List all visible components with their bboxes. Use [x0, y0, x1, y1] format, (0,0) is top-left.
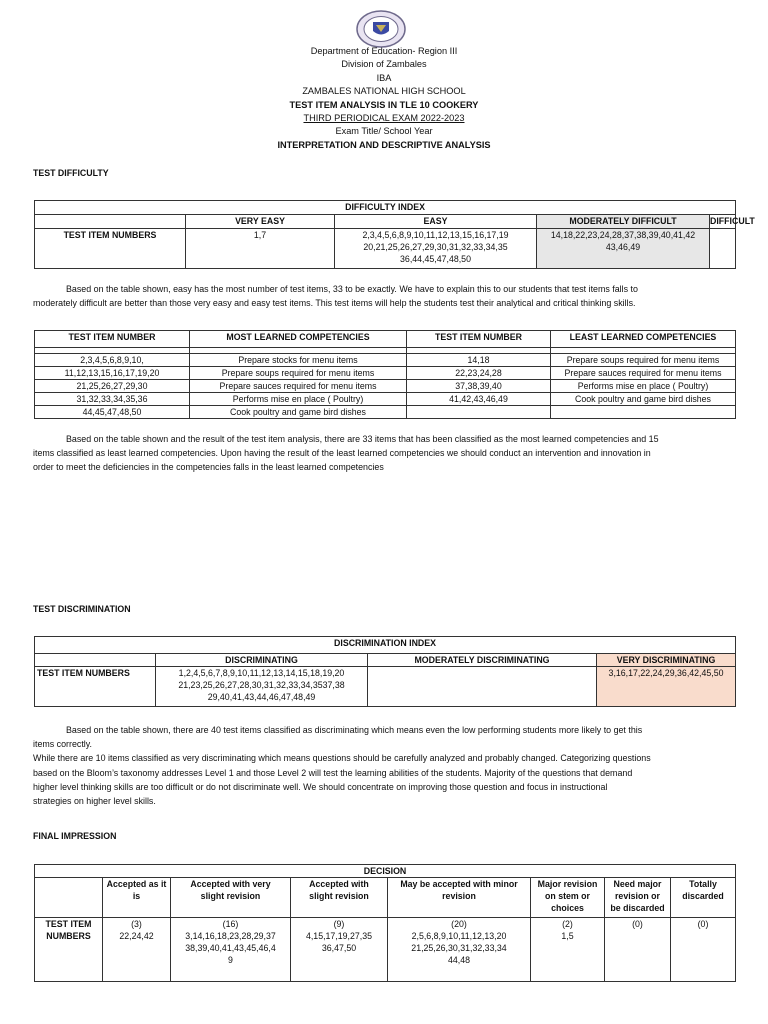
table-row: [35, 380, 736, 393]
col-minor-revision: May be accepted with minor revision: [388, 878, 531, 918]
least-comp-cell: Prepare soups required for menu items: [551, 354, 736, 367]
accepted-as-is-items: (3) 22,24,42: [103, 918, 171, 982]
moderately-discriminating-items: [368, 667, 597, 707]
difficulty-paragraph: Based on the table shown, easy has the most number of test items, 33 to be exactly. We have to explain this to our students that test items falls to moderately difficult are better than those very easy and easy test items. This test items will help the students test their analytical and critical thinking skills.: [33, 284, 638, 309]
document-header: [0, 45, 768, 152]
least-items-cell: 22,23,24,28: [407, 367, 551, 380]
accepted-slight-items: (9) 4,15,17,19,27,35 36,47,50: [291, 918, 388, 982]
header-title: TEST ITEM ANALYSIS IN TLE 10 COOKERY: [289, 99, 479, 110]
header-division: Division of Zambales: [341, 59, 427, 70]
very-discriminating-items: 3,16,17,22,24,29,36,42,45,50: [597, 667, 736, 707]
need-major-revision-items: (0): [605, 918, 671, 982]
most-comp-cell: Prepare sauces required for menu items: [190, 380, 407, 393]
table-row: [35, 367, 736, 380]
least-comp-cell: Cook poultry and game bird dishes: [551, 393, 736, 406]
discrimination-section-title: TEST DISCRIMINATION: [33, 604, 131, 614]
decision-table: [34, 864, 736, 982]
table-row: [35, 406, 736, 419]
comp-header-most: MOST LEARNED COMPETENCIES: [190, 331, 407, 348]
col-moderately-discriminating: MODERATELY DISCRIMINATING: [368, 654, 597, 667]
header-department: Department of Education- Region III: [310, 46, 458, 56]
header-exam-subtitle: Exam Title/ School Year: [335, 126, 433, 137]
difficulty-row-label: TEST ITEM NUMBERS: [35, 229, 186, 269]
col-accepted-very-slight: Accepted with very slight revision: [171, 878, 291, 918]
col-very-discriminating: VERY DISCRIMINATING: [597, 654, 736, 667]
col-very-easy: VERY EASY: [186, 215, 335, 229]
discrimination-table-title: DISCRIMINATION INDEX: [35, 637, 736, 654]
major-revision-items: (2) 1,5: [531, 918, 605, 982]
most-items-cell: 21,25,26,27,29,30: [35, 380, 190, 393]
discriminating-items: 1,2,4,5,6,7,8,9,10,11,12,13,14,15,18,19,20 21,23,25,26,27,28,30,31,32,33,34,3537,38 29,40,41,43,44,46,47,48,49: [156, 667, 368, 707]
comp-header-least: LEAST LEARNED COMPETENCIES: [551, 331, 736, 348]
header-analysis-title: INTERPRETATION AND DESCRIPTIVE ANALYSIS: [277, 139, 491, 150]
difficult-items: [710, 229, 736, 269]
most-comp-cell: Prepare soups required for menu items: [190, 367, 407, 380]
least-items-cell: 14,18: [407, 354, 551, 367]
least-comp-cell: Prepare sauces required for menu items: [551, 367, 736, 380]
col-difficult: DIFFICULT: [710, 215, 736, 229]
very-easy-items: 1,7: [186, 229, 335, 269]
least-comp-cell: [551, 406, 736, 419]
col-accepted-slight: Accepted with slight revision: [291, 878, 388, 918]
most-items-cell: 31,32,33,34,35,36: [35, 393, 190, 406]
easy-items: 2,3,4,5,6,8,9,10,11,12,13,15,16,17,19 20,21,25,26,27,29,30,31,32,33,34,35 36,44,45,47,48,50: [335, 229, 537, 269]
col-need-major-revision: Need major revision or be discarded: [605, 878, 671, 918]
col-major-revision: Major revision on stem or choices: [531, 878, 605, 918]
least-comp-cell: Performs mise en place ( Poultry): [551, 380, 736, 393]
difficulty-section-title: TEST DIFFICULTY: [33, 168, 109, 178]
col-accepted-as-is: Accepted as it is: [103, 878, 171, 918]
header-school: ZAMBALES NATIONAL HIGH SCHOOL: [302, 86, 466, 97]
decision-table-title: DECISION: [35, 865, 736, 878]
most-items-cell: 44,45,47,48,50: [35, 406, 190, 419]
most-items-cell: 2,3,4,5,6,8,9,10,: [35, 354, 190, 367]
discrimination-paragraph: Based on the table shown, there are 40 test items classified as discriminating which means even the low performing students more likely to get this items correctly. While there are 10 items classified as very discriminating which means questions should be carefully analyzed and probably changed. Categorizing questions based on the Bloom’s taxonomy addresses Level 1 and those Level 2 will test the learning abilities of the students. Majority of the questions that demand higher level thinking skills are too difficult or do not discriminate well. We should concentrate on improving those question and focus in instructional strategies on higher level skills.: [33, 725, 651, 807]
totally-discarded-items: (0): [671, 918, 736, 982]
decision-row-label: TEST ITEM NUMBERS: [35, 918, 103, 982]
col-easy: EASY: [335, 215, 537, 229]
discrimination-table: [34, 636, 736, 707]
comp-header-least-items: TEST ITEM NUMBER: [407, 331, 551, 348]
competencies-paragraph: Based on the table shown and the result of the test item analysis, there are 33 items that has been classified as the most learned competencies and 15 items classified as least learned competencies. Upon having the result of the least learned competencies we should conduct an intervention and innovation in order to meet the deficiencies in the competencies falls in the least learned competencies: [33, 434, 659, 473]
least-items-cell: 41,42,43,46,49: [407, 393, 551, 406]
discrimination-row-label: TEST ITEM NUMBERS: [35, 667, 156, 707]
col-discriminating: DISCRIMINATING: [156, 654, 368, 667]
table-row: [35, 354, 736, 367]
least-items-cell: [407, 406, 551, 419]
deped-seal: [356, 10, 406, 48]
difficulty-table: [34, 200, 755, 269]
final-section-title: FINAL IMPRESSION: [33, 831, 117, 841]
table-row: [35, 393, 736, 406]
col-moderately-difficult: MODERATELY DIFFICULT: [537, 215, 710, 229]
competencies-table: [34, 330, 736, 419]
accepted-very-slight-items: (16) 3,14,16,18,23,28,29,37 38,39,40,41,43,45,46,4 9: [171, 918, 291, 982]
most-comp-cell: Prepare stocks for menu items: [190, 354, 407, 367]
least-items-cell: 37,38,39,40: [407, 380, 551, 393]
most-items-cell: 11,12,13,15,16,17,19,20: [35, 367, 190, 380]
most-comp-cell: Performs mise en place ( Poultry): [190, 393, 407, 406]
minor-revision-items: (20) 2,5,6,8,9,10,11,12,13,20 21,25,26,30,31,32,33,34 44,48: [388, 918, 531, 982]
header-town: IBA: [376, 72, 392, 83]
most-comp-cell: Cook poultry and game bird dishes: [190, 406, 407, 419]
moderately-difficult-items: 14,18,22,23,24,28,37,38,39,40,41,42 43,46,49: [537, 229, 710, 269]
header-exam: THIRD PERIODICAL EXAM 2022-2023: [303, 113, 465, 124]
comp-header-most-items: TEST ITEM NUMBER: [35, 331, 190, 348]
difficulty-table-title: DIFFICULTY INDEX: [35, 201, 736, 215]
col-totally-discarded: Totally discarded: [671, 878, 736, 918]
